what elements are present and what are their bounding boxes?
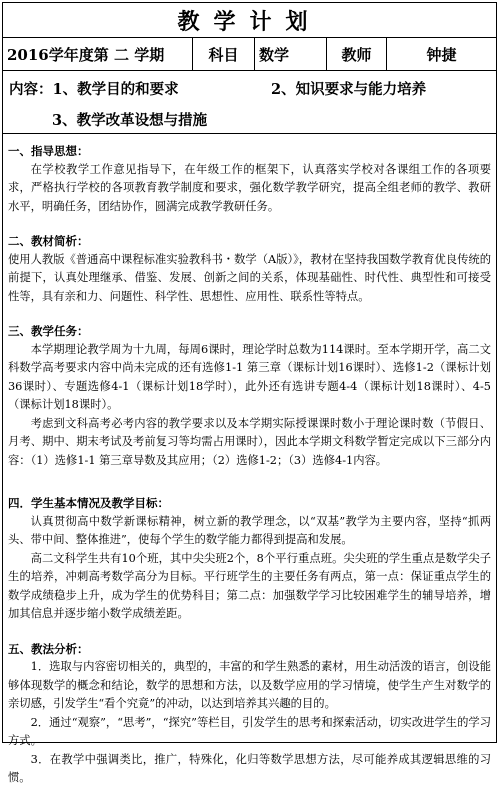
textbook-paragraph: 使用人教版《普通高中课程标准实验教科书・数学（A版）》，教材在坚持我国数学教育优良传统的前提下，认真处理继承、借鉴、发展、创新之间的关系，体现基础性、时代性、典型性和可接受性等，具有亲和力、问题性、科学性、思想性、应用性、联系性等特点。 xyxy=(8,252,491,303)
section-heading-students: 四．学生基本情况及教学目标： xyxy=(8,496,169,510)
teacher-value: 钟捷 xyxy=(426,45,457,64)
contents-box xyxy=(3,71,496,134)
methods-item-2: 2．通过“观察”，“思考”，“探究”等栏目，引发学生的思考和探索活动，切实改进学生的学习方式。 xyxy=(8,715,491,747)
subject-label: 科目 xyxy=(193,38,255,70)
section-heading-guiding-thought: 一、指导思想： xyxy=(8,144,89,158)
teacher-label: 教师 xyxy=(327,38,387,70)
section-heading-tasks: 三、教学任务： xyxy=(8,324,89,338)
contents-line-2: 2、知识要求与能力培养 xyxy=(271,81,427,98)
info-row xyxy=(3,38,496,71)
section-heading-methods: 五、教法分析： xyxy=(8,641,89,656)
document-title: 教学计划 xyxy=(177,8,322,35)
methods-item-1: 1．选取与内容密切相关的，典型的，丰富的和学生熟悉的素材，用生动活泼的语言，创设能够体现数学的概念和结论，数学的思想和方法，以及数学应用的学习情境，使学生产生对数学的亲切感，引发学生“看个究竟”的冲动，以达到培养其兴趣的目的。 xyxy=(8,660,491,710)
section-heading-textbook: 二、教材简析： xyxy=(8,234,89,248)
contents-line-1: 内容：1、教学目的和要求 xyxy=(9,81,179,98)
lesson-plan-document xyxy=(2,2,497,784)
contents-line-3: 3、教学改革设想与措施 xyxy=(52,112,208,129)
methods-item-3: 3．在教学中强调类比，推广，特殊化，化归等数学思想方法，尽可能养成其逻辑思维的习惯。 xyxy=(8,752,491,784)
guiding-thought-paragraph: 在学校教学工作意见指导下，在年级工作的框架下，认真落实学校对各课组工作的各项要求，严格执行学校的各项教育教学制度和要求，强化数学教学研究，提高全组老师的教学、教研水平，明确任务，团结协作，圆满完成教学教研任务。 xyxy=(8,162,491,213)
tasks-paragraph-1: 本学期理论教学周为十九周，每周6课时，理论学时总数为114课时。至本学期开学，高二文科数学高考要求内容中尚未完成的还有选修1-1 第三章（课标计划16课时）、选修1-2（课标计划36课时）、专题选修4-1（课标计划18学时），此外还有选讲专题4-4（课标计划18课时）、4-5（课标计划18课时）。 xyxy=(8,342,491,411)
students-paragraph-1: 认真贯彻高中数学新课标精神，树立新的教学理念，以“双基”教学为主要内容，坚持“抓两头、带中间、整体推进”，使每个学生的数学能力都得到提高和发展。 xyxy=(8,514,491,546)
document-body xyxy=(3,134,496,788)
subject-value: 数学 xyxy=(255,38,327,70)
tasks-paragraph-2: 考虑到文科高考必考内容的教学要求以及本学期实际授课课时数小于理论课时数（节假日、月考、期中、期末考试及考前复习等均需占用课时），因此本学期文科数学暂定完成以下三部分内容：（1）选修1-1 第三章导数及其应用；（2）选修1-2；（3）选修4-1内容。 xyxy=(8,416,491,467)
term-cell: 2016学年度第 二 学期 xyxy=(3,38,193,70)
title-row xyxy=(3,3,496,38)
students-paragraph-2: 高二文科学生共有10个班，其中尖尖班2个，8个平行重点班。尖尖班的学生重点是数学尖子生的培养，冲刺高考数学高分为目标。平行班学生的主要任务有两点，第一点：保证重点学生的数学成绩稳步上升，成为学生的优势科目；第二点：加强数学学习比较困难学生的辅导培养，增加其信息并逐步缩小数学成绩差距。 xyxy=(8,551,491,620)
